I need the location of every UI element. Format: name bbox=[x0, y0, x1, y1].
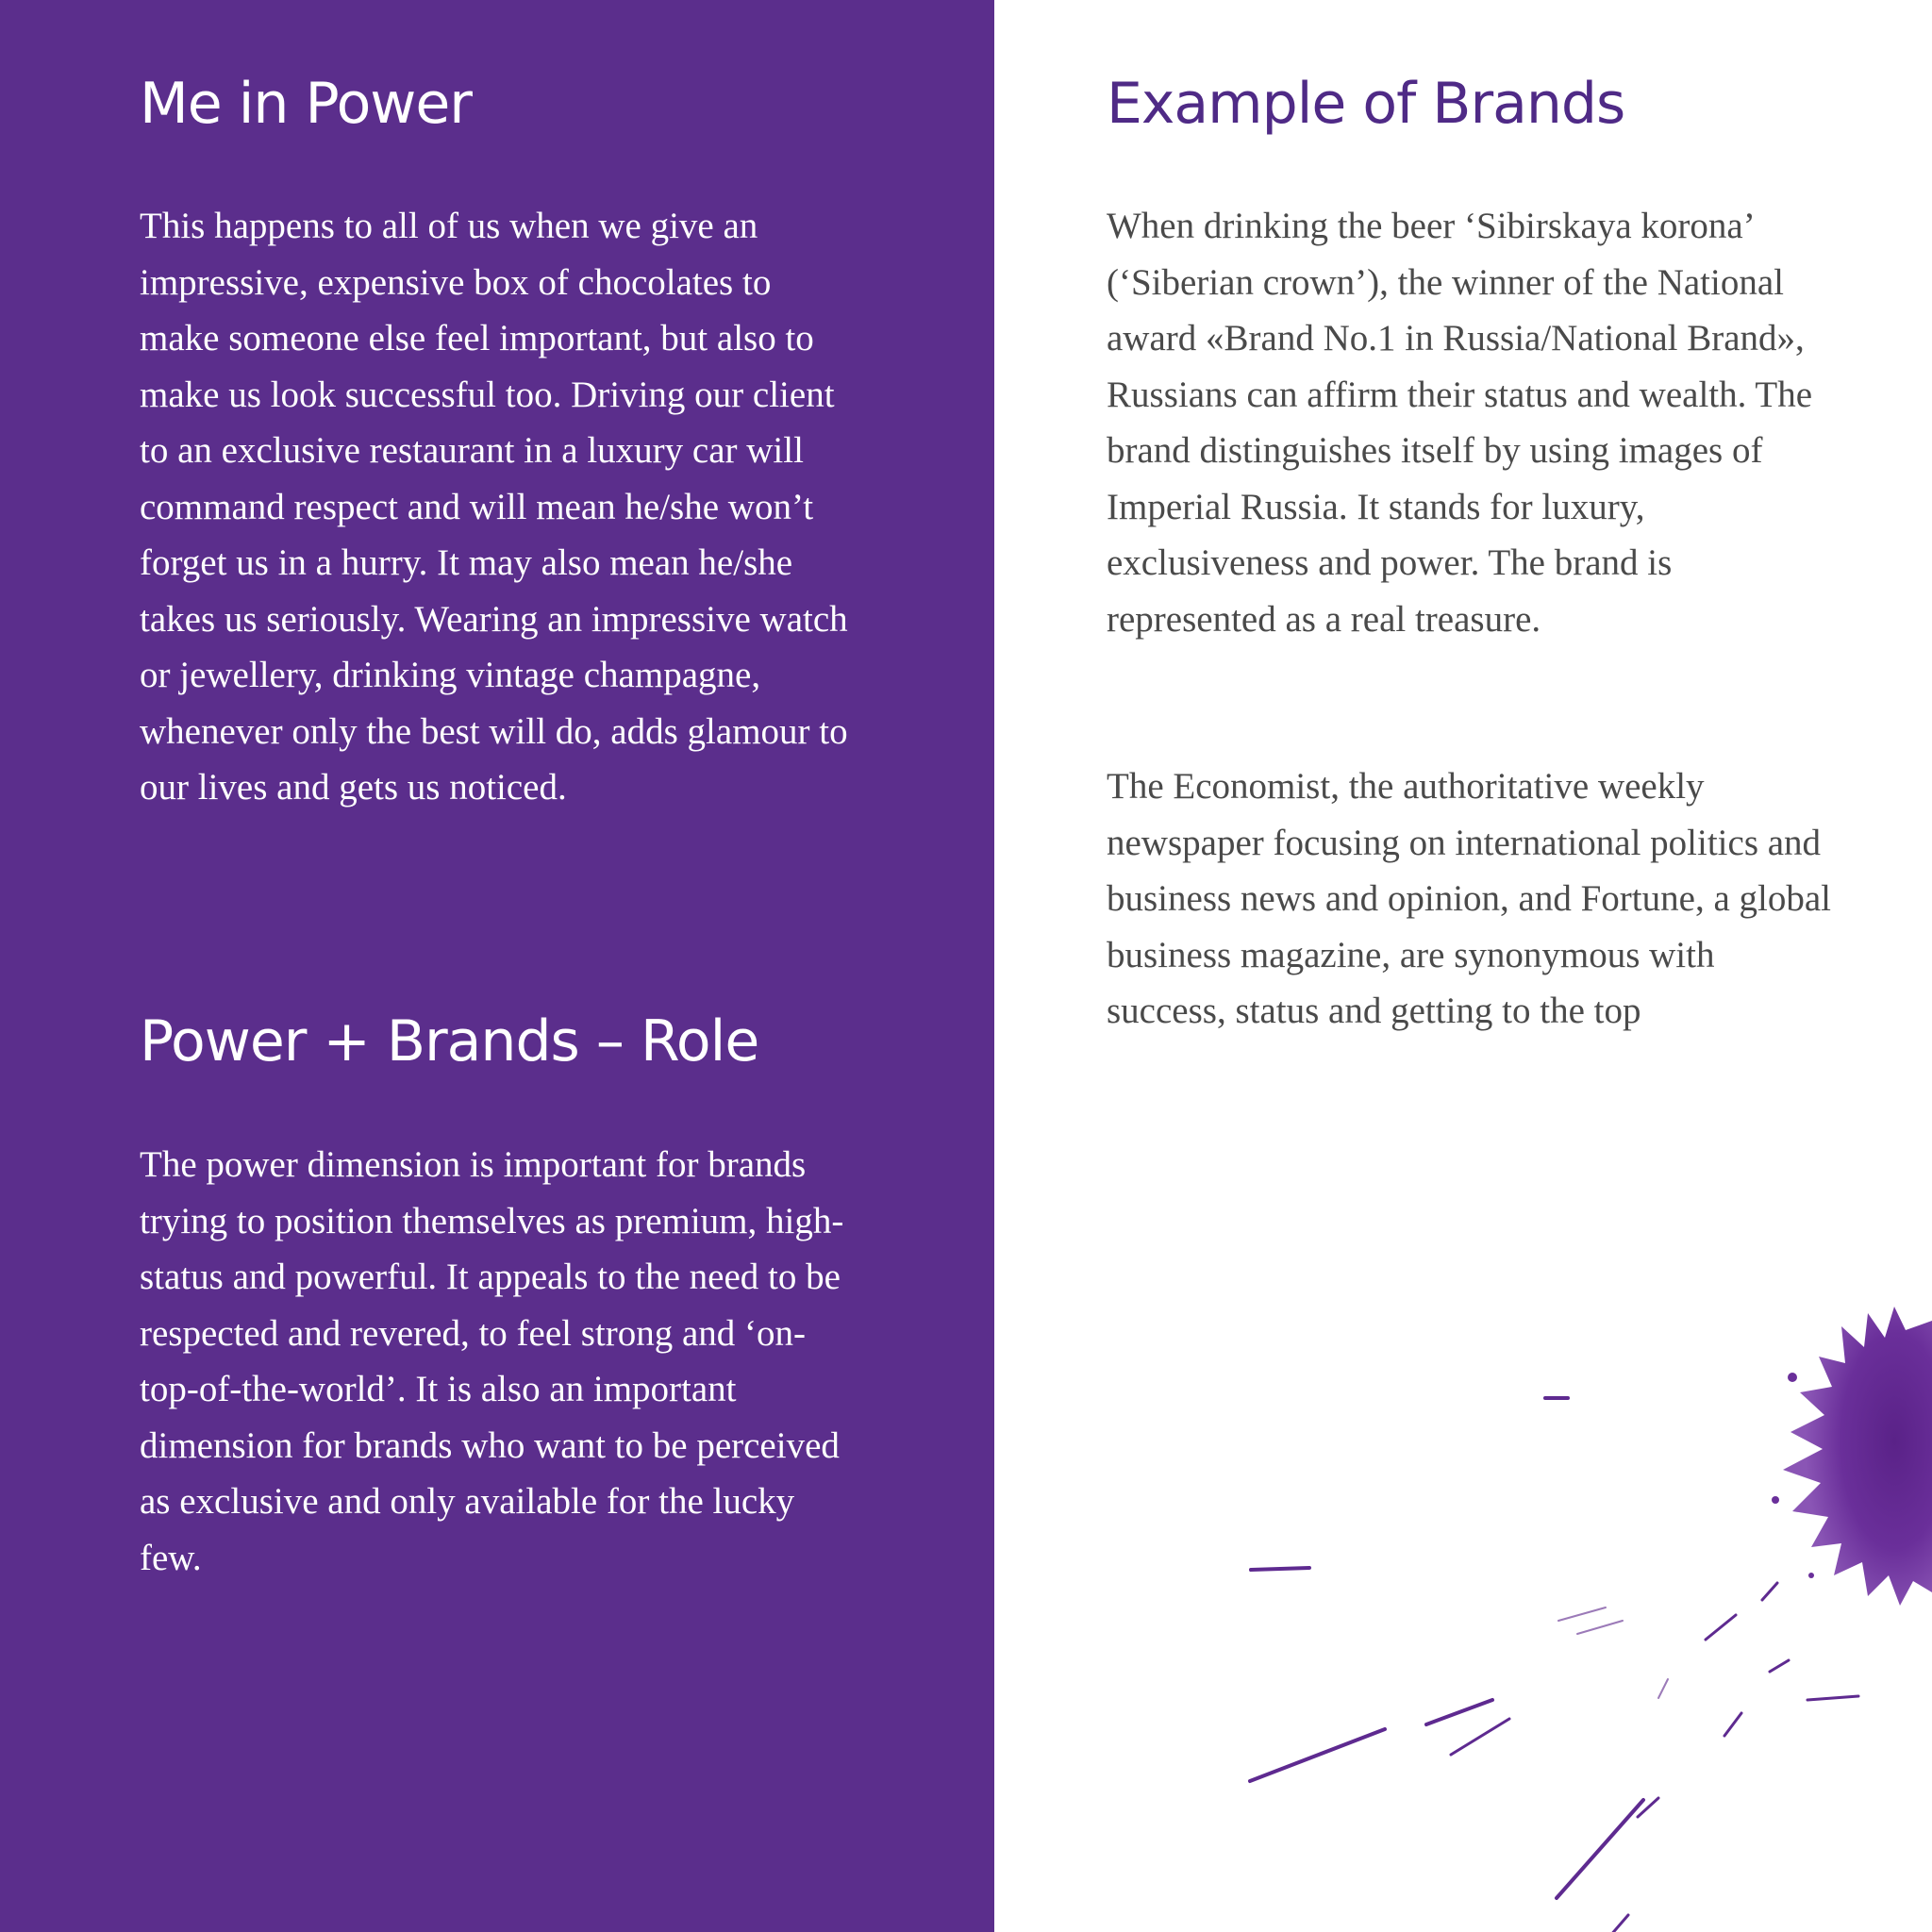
paragraph-power-brands-role: The power dimension is important for brands trying to position themselves as premium, high-status and powerful. It appeals to the need to be respected and revered, to feel strong and ‘on-top-of-the-world’. It is also an important dimension for brands who want to be perceived as exclusive and only available for the lucky few. bbox=[140, 1144, 844, 1578]
heading-power-brands-role: Power + Brands – Role bbox=[140, 1008, 759, 1074]
paragraph-sibirskaya-korona: When drinking the beer ‘Sibirskaya korona’ (‘Siberian crown’), the winner of the National award «Brand No.1 in Russia/National Brand», Russians can affirm their status and wealth. The brand distinguishes itself by using images of Imperial Russia. It stands for luxury, exclusiveness and power. The brand is represented as a real treasure. bbox=[1107, 206, 1813, 640]
ink-splash-icon bbox=[1208, 1264, 1932, 1932]
heading-me-in-power: Me in Power bbox=[140, 71, 472, 137]
paragraph-economist-fortune: The Economist, the authoritative weekly newspaper focusing on international politics and business news and opinion, and Fortune, a global business magazine, are synonymous with success, status and getting to the top bbox=[1107, 766, 1831, 1031]
heading-example-of-brands: Example of Brands bbox=[1107, 71, 1625, 137]
paragraph-me-in-power: This happens to all of us when we give an impressive, expensive box of chocolates to make someone else feel important, but also to make us look successful too. Driving our client to an exclusive restaurant in a luxury car will command respect and will mean he/she won’t forget us in a hurry. It may also mean he/she takes us seriously. Wearing an impressive watch or jewellery, drinking vintage champagne, whenever only the best will do, adds glamour to our lives and gets us noticed. bbox=[140, 206, 848, 808]
